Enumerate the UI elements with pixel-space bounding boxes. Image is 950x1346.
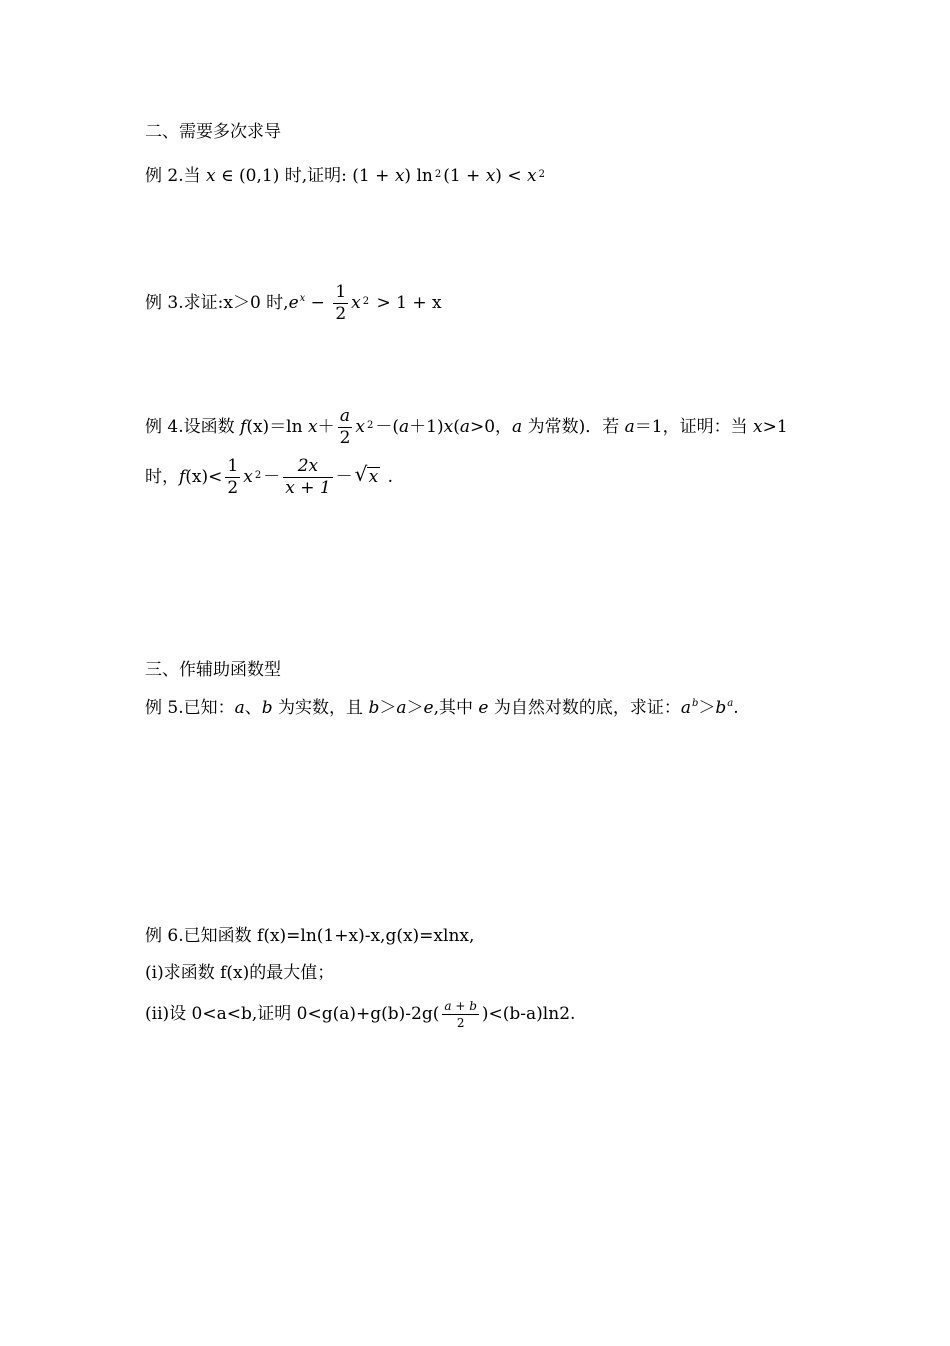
ex3-e-exponent: x — [299, 293, 306, 304]
ex2-prefix: 例 2.当 — [145, 166, 201, 186]
ex3-prefix: 例 3.求证:x＞0 时, — [145, 293, 289, 313]
ex5-prefix: 例 5.已知： — [145, 698, 235, 718]
ex3-frac-den: 2 — [335, 304, 347, 324]
ex4-x2-exponent: 2 — [367, 420, 374, 431]
ex5-gt2: ＞ — [406, 698, 424, 718]
example-6-line-2: (i)求函数 f(x)的最大值； — [145, 963, 335, 983]
ex2-rhs: x — [526, 166, 537, 186]
ex2-interval: (0,1) — [239, 166, 280, 186]
ex3-minus: − — [305, 293, 331, 313]
ex6-line3-suffix: )<(b-a)ln2. — [481, 1004, 576, 1024]
ex4-minus2: － — [263, 467, 281, 487]
ex4-eq-ln: ＝ln — [269, 417, 308, 437]
ex4-a3: a — [512, 417, 523, 437]
example-6-line-3 — [145, 1000, 575, 1029]
example-6-line-1: 例 6.已知函数 f(x)=ln(1+x)-x,g(x)=xlnx, — [145, 926, 475, 946]
ex2-in-symbol: ∈ — [221, 166, 234, 186]
ex4-frac1-num: 1 — [227, 456, 239, 476]
ex4-cond-tail: >0， — [469, 417, 513, 437]
ex4-x2: x — [355, 417, 365, 437]
ex3-tail: > 1 + x — [371, 293, 442, 313]
ex4-fraction-2x-over-x-plus-1 — [283, 458, 332, 497]
ex4-frac-num: a — [338, 408, 353, 428]
ex4-fraction-a-over-2 — [338, 408, 353, 447]
ex3-e: e — [288, 293, 299, 313]
ex2-rhs-exponent: 2 — [538, 169, 545, 180]
ex5-ab-base: a — [680, 698, 691, 718]
ex4-frac-den: 2 — [339, 428, 351, 448]
ex2-lhs-b: x — [394, 166, 405, 186]
ex4-period: . — [382, 467, 394, 487]
ex5-gt1: ＞ — [379, 698, 397, 718]
ex4-frac2-den: x + 1 — [285, 478, 331, 498]
ex4-fx2: (x)< — [185, 467, 223, 487]
ex5-e: e — [423, 698, 434, 718]
ex4-a2: a — [459, 417, 470, 437]
ex4-fx: (x) — [246, 417, 270, 437]
ex6-line3-prefix: (ii)设 0<a<b,证明 0<g(a)+g(b)-2g( — [145, 1004, 440, 1024]
example-3 — [145, 284, 442, 323]
ex5-mid1: 为实数，且 — [272, 698, 369, 718]
ex4-a1: a — [399, 417, 410, 437]
ex2-var-x: x — [206, 166, 216, 186]
ex4-f: f — [240, 417, 247, 437]
ex4-plus: ＋ — [317, 417, 335, 437]
example-5 — [145, 700, 739, 717]
ex2-mid: 时,证明: — [284, 166, 347, 186]
ex5-ab-exponent: b — [691, 698, 699, 709]
ex4-minus-term: －( — [375, 417, 400, 437]
ex4-const-text: 为常数)．若 — [522, 417, 625, 437]
ex2-lhs-c: ) ln — [404, 166, 433, 186]
ex4-gt-one: >1 — [762, 417, 788, 437]
ex4-f2: f — [179, 467, 186, 487]
ex4-x3: x — [443, 417, 454, 437]
ex4-minus3: － — [335, 467, 353, 487]
ex5-ba-base: b — [715, 698, 727, 718]
ex6-frac-den: 2 — [456, 1016, 465, 1030]
ex2-ln-exponent: 2 — [434, 169, 442, 180]
ex4-sqrt-radicand: x — [368, 467, 379, 487]
ex4-eq-one: ＝1，证明：当 — [634, 417, 754, 437]
ex2-lhs-d: (1 + — [443, 166, 486, 186]
ex3-x-exponent: 2 — [362, 296, 370, 307]
example-4-line-1 — [145, 408, 788, 447]
ex4-cond-open: ( — [453, 417, 460, 437]
ex4-x5: x — [243, 467, 253, 487]
ex3-x: x — [351, 293, 361, 313]
ex4-x4: x — [753, 417, 763, 437]
example-4-line-2 — [145, 458, 393, 497]
ex4-a4: a — [624, 417, 635, 437]
ex5-a2: a — [396, 698, 407, 718]
ex5-ba-exponent: a — [727, 698, 734, 709]
ex3-fraction — [333, 284, 348, 323]
sqrt-sign-icon: √ — [354, 462, 368, 486]
ex5-sep: 、 — [244, 698, 262, 718]
ex4-prefix: 例 4.设函数 — [145, 417, 241, 437]
ex5-mid2: ,其中 — [433, 698, 479, 718]
ex5-b2: b — [368, 698, 380, 718]
ex5-gt3: ＞ — [698, 698, 716, 718]
ex4-plus-one: ＋1) — [409, 417, 444, 437]
section-3-heading: 三、作辅助函数型 — [145, 660, 281, 680]
ex5-e2: e — [478, 698, 489, 718]
ex2-lhs-a: (1 — [352, 166, 370, 186]
ex6-fraction-a-plus-b-over-2 — [442, 1000, 479, 1029]
ex5-a: a — [234, 698, 245, 718]
ex5-b: b — [261, 698, 273, 718]
ex5-period: . — [733, 698, 739, 718]
ex4-frac1-den: 2 — [227, 478, 239, 498]
ex4-x5-exponent: 2 — [254, 470, 262, 481]
ex3-frac-num: 1 — [335, 282, 347, 302]
ex4-line2-prefix: 时， — [145, 467, 179, 487]
ex4-frac2-num: 2x — [283, 458, 332, 478]
ex2-lhs-f: ) < — [495, 166, 527, 186]
ex5-mid3: 为自然对数的底，求证： — [488, 698, 681, 718]
ex2-lhs-e: x — [485, 166, 496, 186]
ex4-fraction-1-over-2 — [225, 458, 240, 497]
ex6-frac-num: a + b — [444, 999, 477, 1013]
example-2 — [145, 168, 547, 185]
ex4-sqrt-x — [354, 462, 381, 487]
ex2-plus: + — [375, 166, 390, 186]
ex4-x1: x — [307, 417, 318, 437]
section-2-heading: 二、需要多次求导 — [145, 122, 281, 142]
